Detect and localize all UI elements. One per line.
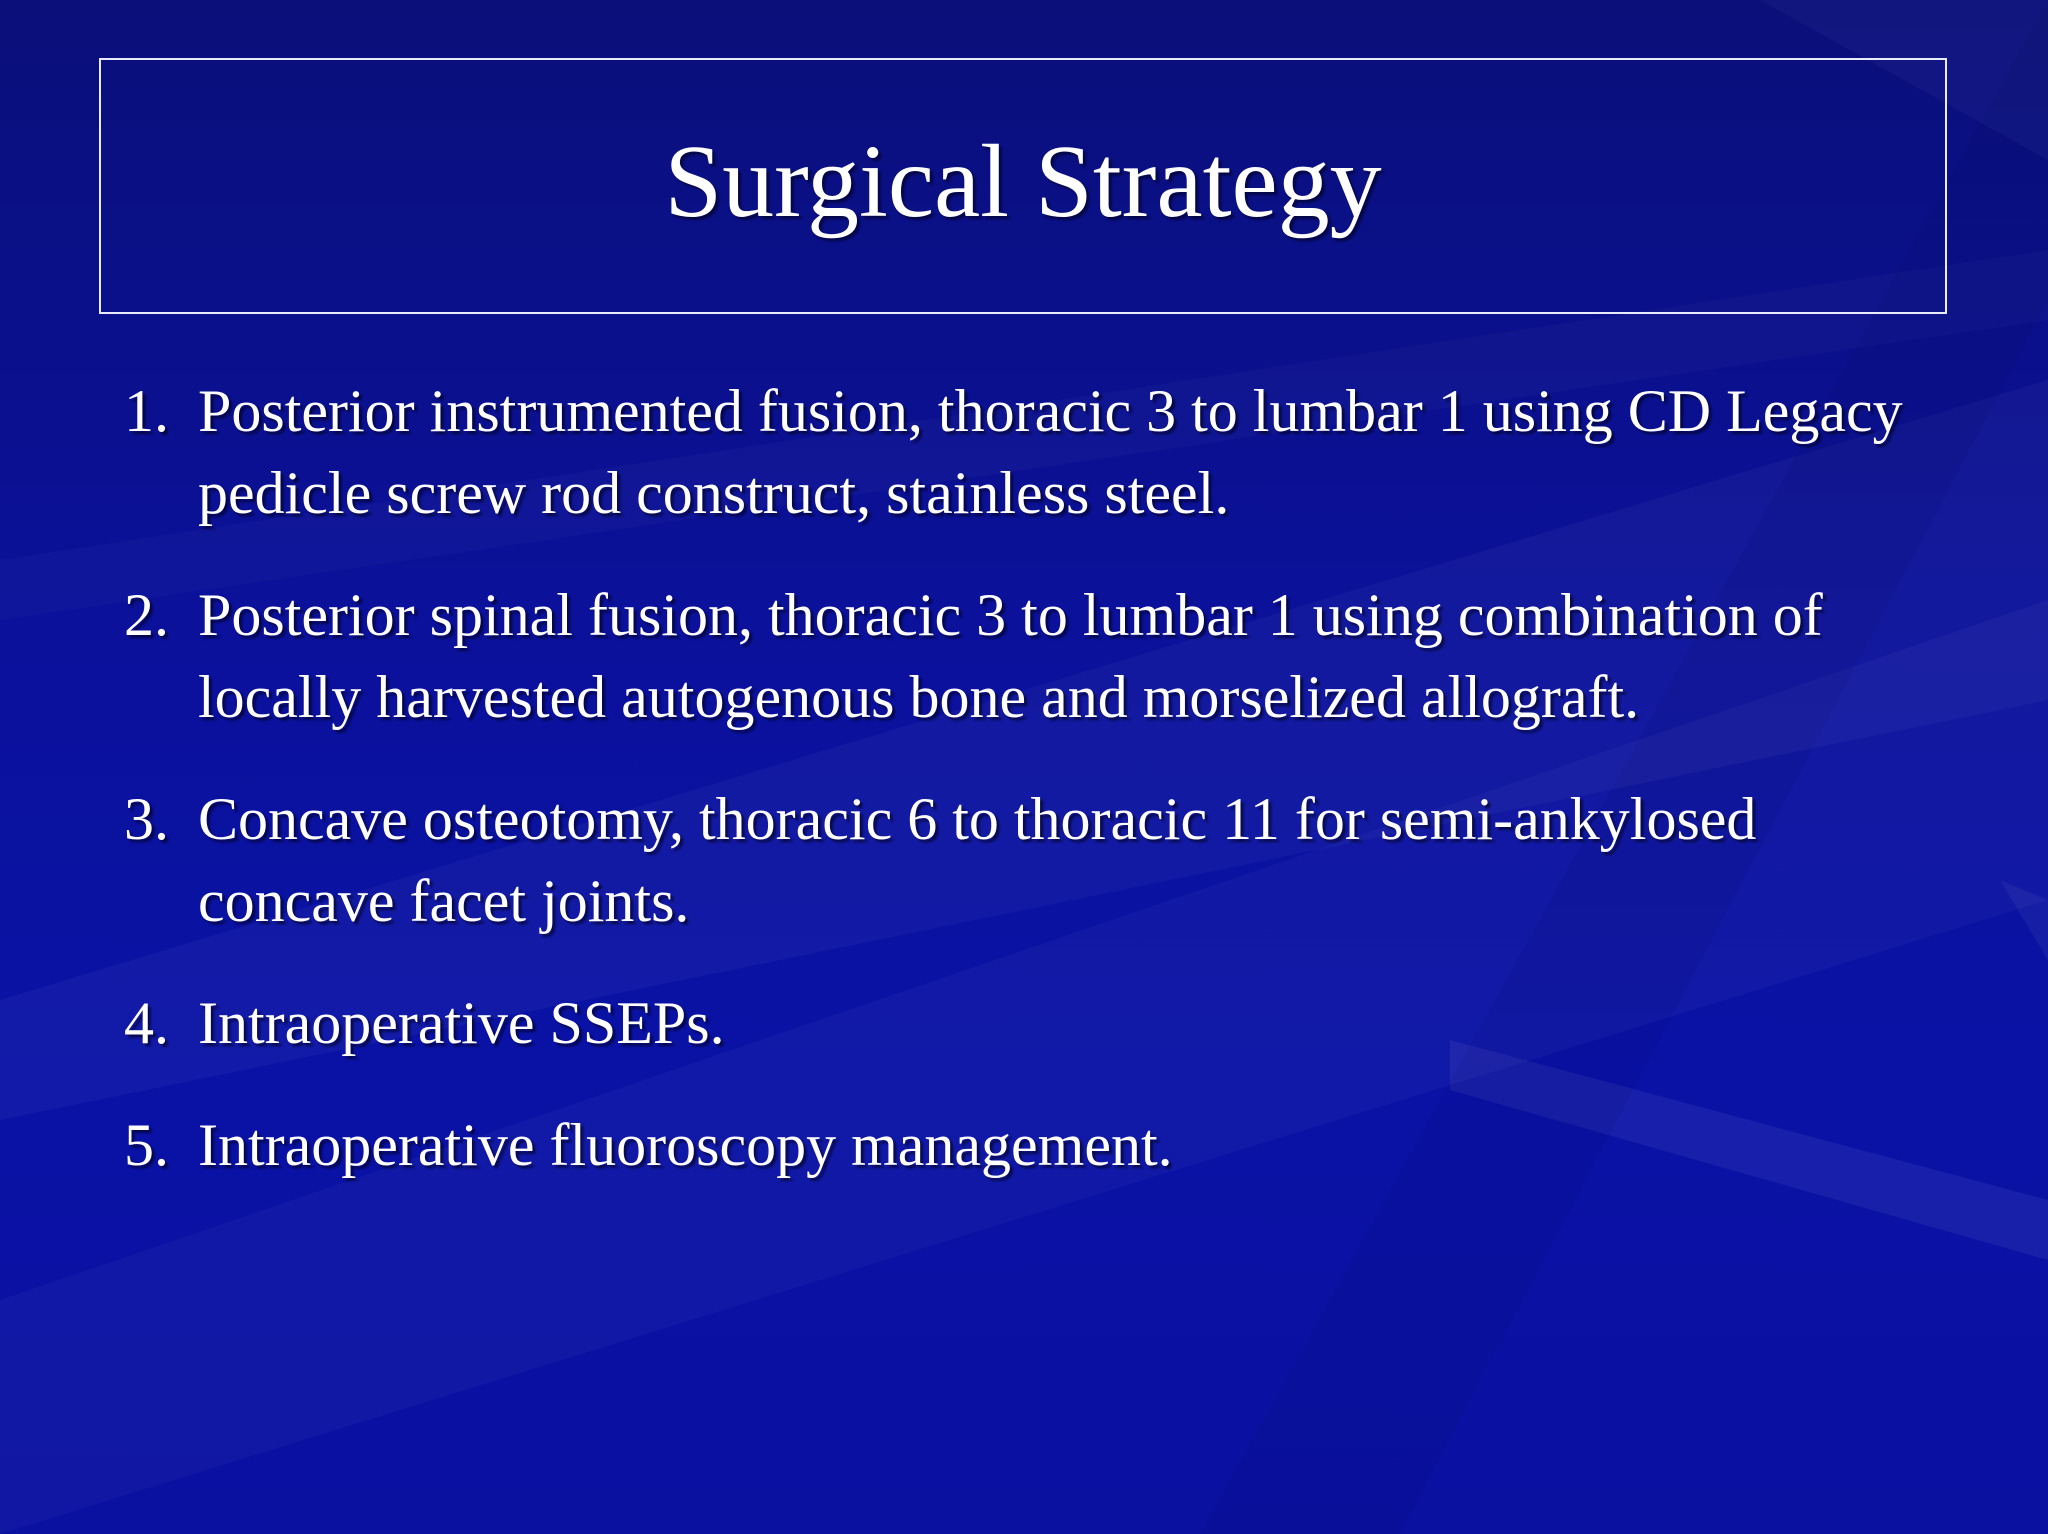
item-number: 5. — [124, 1112, 169, 1178]
slide-title: Surgical Strategy — [664, 124, 1382, 239]
item-text: Concave osteotomy, thoracic 6 to thoracic 11 for semi-ankylosed concave facet joints. — [198, 786, 1757, 934]
list-item — [124, 778, 1924, 942]
item-number: 1. — [124, 378, 169, 444]
item-text: Intraoperative SSEPs. — [198, 990, 725, 1056]
item-text: Intraoperative fluoroscopy management. — [198, 1112, 1173, 1178]
item-text: Posterior spinal fusion, thoracic 3 to lumbar 1 using combination of locally harvested autogenous bone and morselized allograft. — [198, 582, 1823, 730]
item-number: 2. — [124, 582, 169, 648]
list-item — [124, 370, 1924, 534]
list-item — [124, 1104, 1924, 1186]
item-number: 4. — [124, 990, 169, 1056]
list-item — [124, 574, 1924, 738]
item-text: Posterior instrumented fusion, thoracic 3 to lumbar 1 using CD Legacy pedicle screw rod construct, stainless steel. — [198, 378, 1903, 526]
item-number: 3. — [124, 786, 169, 852]
strategy-list — [124, 370, 1924, 1186]
list-item — [124, 982, 1924, 1064]
title-box — [99, 58, 1947, 314]
